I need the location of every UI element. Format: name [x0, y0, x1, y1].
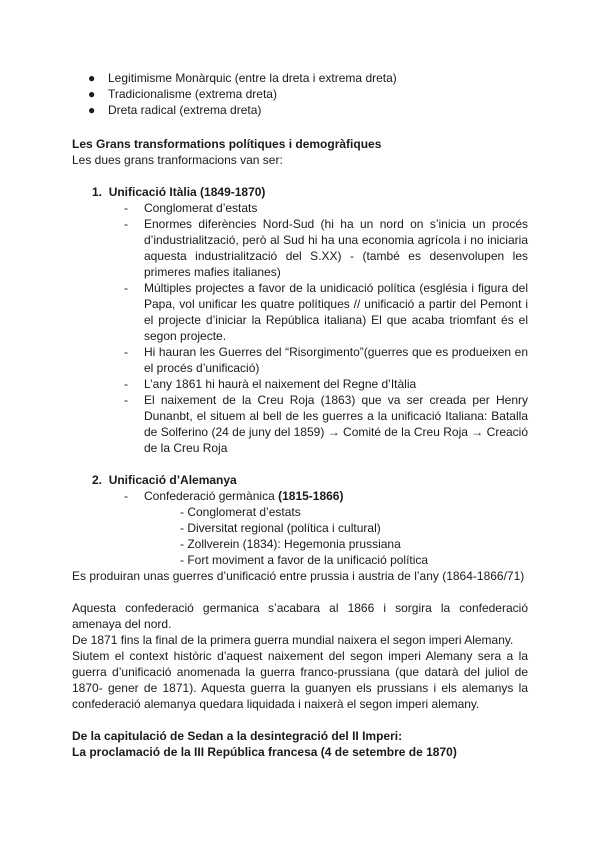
paragraph: De 1871 fins la final de la primera guerra mundial naixera el segon imperi Alemany.	[72, 633, 514, 647]
sub-list-item: - Conglomerat d’estats	[180, 505, 301, 519]
dash-icon: -	[124, 489, 128, 503]
dash-icon: -	[124, 217, 128, 231]
section-heading: Les Grans transformations polítiques i demogràfiques	[72, 137, 382, 151]
section-subtitle: Les dues grans tranformacions van ser:	[72, 153, 283, 167]
list-number: 1.	[92, 185, 103, 199]
dash-icon: -	[124, 345, 128, 359]
dash-icon: -	[124, 377, 128, 391]
list-item	[88, 70, 397, 86]
italy-item-text: Enormes diferències Nord-Sud (hi ha un nord on s’inicia un procés d’industrialització, però al Sud hi ha una economia agrícola i no iniciaria aquesta industrialització del S.XX) - (també es desenvolupen les primeres mafies italianes)	[144, 217, 528, 279]
dash-icon: -	[124, 393, 128, 407]
list-item	[124, 392, 528, 456]
dash-icon: -	[124, 201, 128, 215]
bullet-text: Tradicionalisme (extrema dreta)	[108, 87, 277, 101]
bullet-icon: ●	[88, 71, 96, 85]
paragraph: Es produiran unas guerres d’unificació entre prussia i austria de l’any (1864-1866/71)	[72, 569, 525, 583]
list-item	[124, 200, 528, 216]
numbered-heading-italy	[92, 184, 265, 200]
sub-list-item: - Zollverein (1834): Hegemonia prussiana	[180, 537, 401, 551]
italy-item-text: L’any 1861 hi haurà el naixement del Regne d’Itàlia	[144, 377, 417, 391]
germany-confed-text	[144, 488, 528, 504]
paragraph: Aquesta confederació germanica s’acabara al 1866 i sorgira la confederació amenaya del nord.	[72, 601, 528, 631]
list-number: 2.	[92, 473, 103, 487]
confed-years: (1815-1866)	[278, 489, 344, 503]
list-item	[88, 86, 277, 102]
list-item	[124, 344, 528, 376]
sub-list-item: - Diversitat regional (política i cultural)	[180, 521, 381, 535]
italy-item-text: Hi hauran les Guerres del “Risorgimento”(guerres que es produeixen en el procés d’unificació)	[144, 345, 528, 375]
italy-item-text: El naixement de la Creu Roja (1863) que va ser creada per Henry Dunanbt, el situem al bell de les guerres a la unificació Italiana: Batalla de Solferino (24 de juny del 1859) → Comité de la Creu Roja → Creació de la Creu Roja	[144, 393, 528, 455]
list-item	[88, 102, 261, 118]
list-item	[124, 216, 528, 280]
numbered-heading-germany	[92, 472, 237, 488]
italy-item-text: Conglomerat d’estats	[144, 201, 258, 215]
list-item	[124, 376, 528, 392]
section-heading: La proclamació de la III República francesa (4 de setembre de 1870)	[72, 745, 457, 759]
bullet-icon: ●	[88, 87, 96, 101]
list-item	[124, 280, 528, 344]
bullet-text: Dreta radical (extrema dreta)	[108, 103, 262, 117]
bullet-text: Legitimisme Monàrquic (entre la dreta i extrema dreta)	[108, 71, 397, 85]
italy-item-text: Múltiples projectes a favor de la unidicació política (església i figura del Papa, vol unificar les quatre polítiques // unificació a partir del Pemont i el projecte d’iniciar la República italiana) El que acaba triomfant és el segon projecte.	[144, 281, 528, 343]
dash-icon: -	[124, 281, 128, 295]
list-item	[124, 488, 528, 504]
germany-title: Unificació d’Alemanya	[108, 473, 237, 487]
bullet-icon: ●	[88, 103, 96, 117]
italy-title: Unificació Itàlia (1849-1870)	[108, 185, 266, 199]
paragraph: Siutem el context històric d’aquest naixement del segon imperi Alemany sera a la guerra d’unificació anomenada la guerra franco-prussiana (que datarà del juliol de 1870- gener de 1871). Aquesta guerra la guanyen els prussians i els alemanys la confederació alemanya quedara liquidada i naixerà el segon imperi alemany.	[72, 649, 528, 711]
section-heading: De la capitulació de Sedan a la desintegració del II Imperi:	[72, 729, 403, 743]
confed-label: Confederació germànica	[144, 489, 275, 503]
sub-list-item: - Fort moviment a favor de la unificació política	[180, 553, 429, 567]
